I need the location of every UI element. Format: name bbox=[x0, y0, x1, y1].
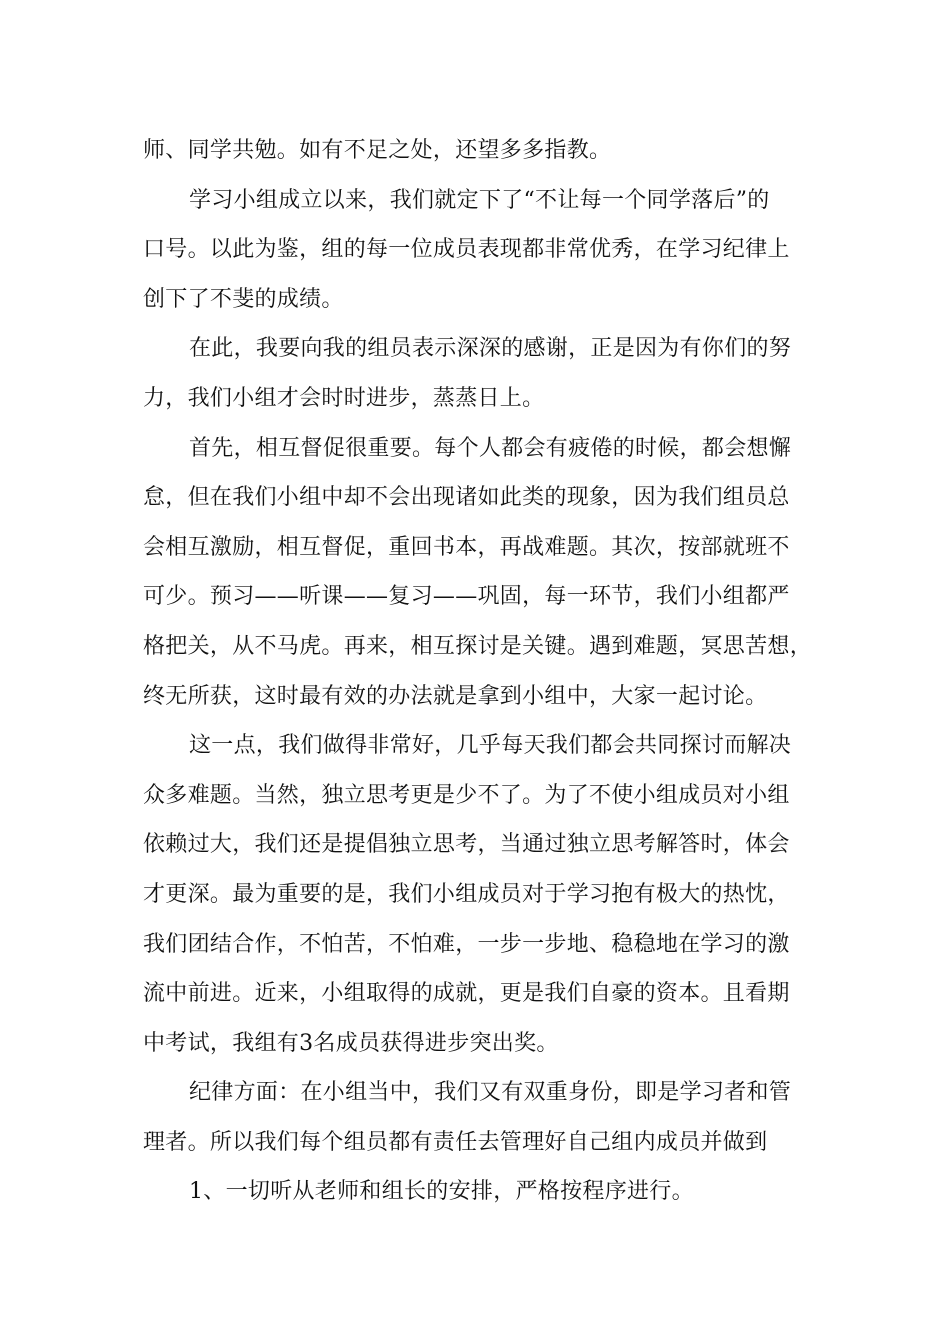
text-line: 首先，相互督促很重要。每个人都会有疲倦的时候，都会想懈 bbox=[189, 435, 792, 461]
text-line: 创下了不斐的成绩。 bbox=[143, 286, 344, 312]
text-line: 可少。预习——听课——复习——巩固，每一环节，我们小组都严 bbox=[143, 584, 790, 610]
text-line: 理者。所以我们每个组员都有责任去管理好自己组内成员并做到 bbox=[143, 1129, 768, 1155]
text-line: 终无所获，这时最有效的办法就是拿到小组中，大家一起讨论。 bbox=[143, 683, 768, 709]
text-line: 师、同学共勉。如有不足之处，还望多多指教。 bbox=[143, 138, 612, 163]
text-line: 这一点，我们做得非常好，几乎每天我们都会共同探讨而解决 bbox=[189, 733, 792, 759]
text-line: 格把关，从不马虎。再来，相互探讨是关键。遇到难题，冥思苦想， bbox=[143, 633, 813, 659]
text-line: 才更深。最为重要的是，我们小组成员对于学习抱有极大的热忱， bbox=[143, 881, 790, 907]
text-line: 1、一切听从老师和组长的安排，严格按程序进行。 bbox=[189, 1179, 694, 1205]
text-line: 纪律方面：在小组当中，我们又有双重身份，即是学习者和管 bbox=[189, 1080, 792, 1106]
text-line: 口号。以此为鉴，组的每一位成员表现都非常优秀，在学习纪律上 bbox=[143, 237, 790, 263]
text-line: 依赖过大，我们还是提倡独立思考，当通过独立思考解答时，体会 bbox=[143, 832, 790, 858]
text-line: 中考试，我组有3名成员获得进步突出奖。 bbox=[143, 1030, 559, 1056]
body-text bbox=[143, 126, 823, 1217]
text-line: 流中前进。近来，小组取得的成就，更是我们自豪的资本。且看期 bbox=[143, 981, 790, 1007]
text-line: 众多难题。当然，独立思考更是少不了。为了不使小组成员对小组 bbox=[143, 782, 790, 808]
text-line: 力，我们小组才会时时进步，蒸蒸日上。 bbox=[143, 385, 545, 411]
text-line: 在此，我要向我的组员表示深深的感谢，正是因为有你们的努 bbox=[189, 336, 792, 362]
text-line: 会相互激励，相互督促，重回书本，再战难题。其次，按部就班不 bbox=[143, 534, 790, 560]
text-line: 怠，但在我们小组中却不会出现诸如此类的现象，因为我们组员总 bbox=[143, 485, 790, 511]
text-line: 学习小组成立以来，我们就定下了“不让每一个同学落后”的 bbox=[189, 187, 770, 213]
text-line: 我们团结合作，不怕苦，不怕难，一步一步地、稳稳地在学习的激 bbox=[143, 931, 790, 957]
